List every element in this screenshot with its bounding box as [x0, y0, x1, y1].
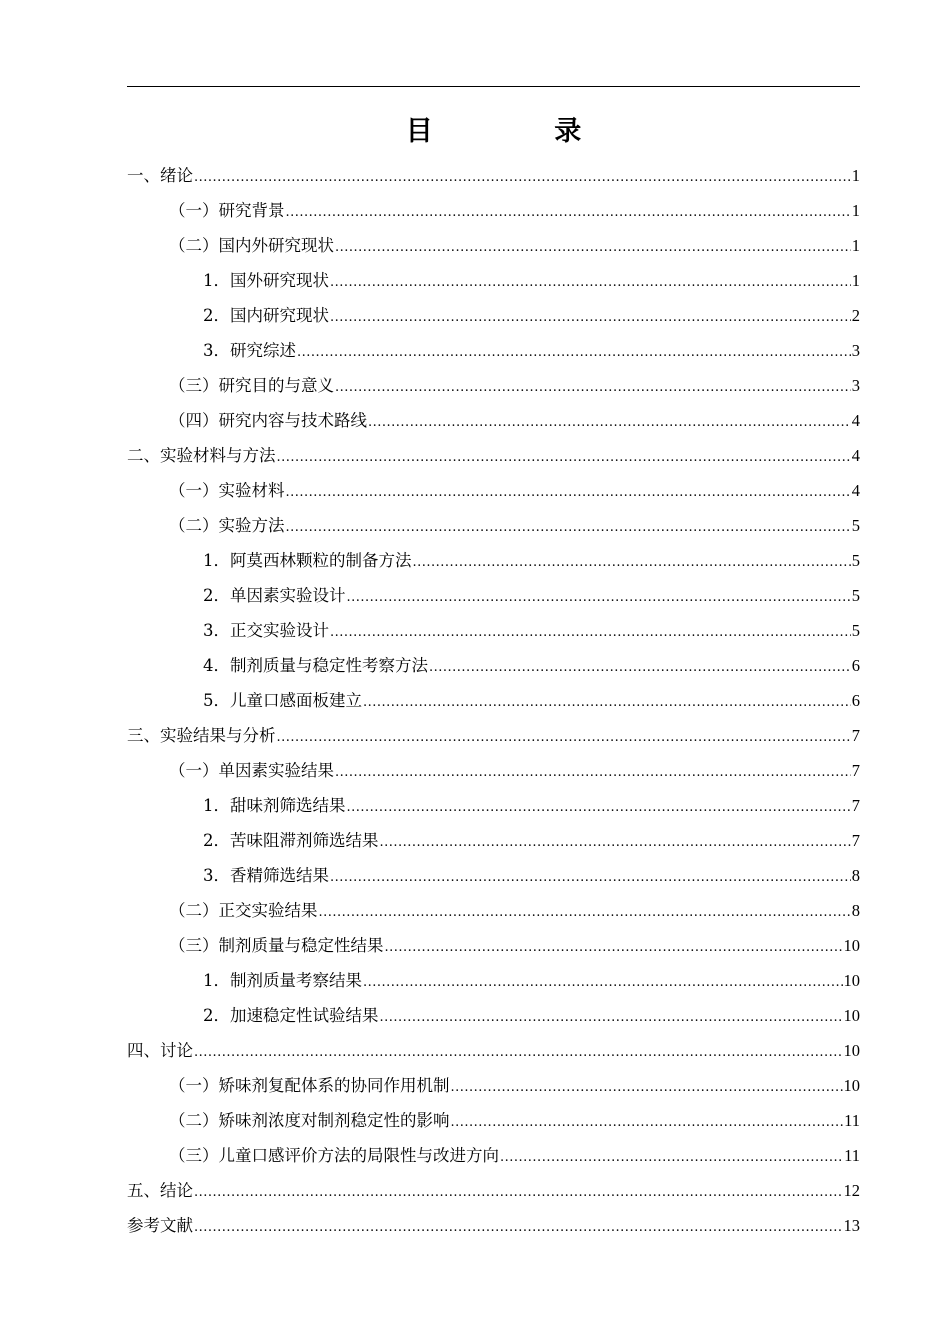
- toc-dot-leader: [451, 1070, 843, 1105]
- toc-page-number: 5: [851, 621, 860, 640]
- toc-entry-label: （二）正交实验结果: [169, 901, 318, 920]
- toc-page-number: 5: [851, 551, 860, 570]
- toc-entry[interactable]: [127, 333, 860, 368]
- toc-entry[interactable]: [127, 1068, 860, 1103]
- toc-entry[interactable]: [127, 683, 860, 718]
- toc-entry-label: 4．制剂质量与稳定性考察方法: [203, 656, 428, 675]
- toc-dot-leader: [385, 930, 843, 965]
- toc-entry-label: 参考文献: [127, 1216, 193, 1235]
- toc-entry-label: 1．甜味剂筛选结果: [203, 796, 346, 815]
- toc-dot-leader: [286, 475, 851, 510]
- toc-page-number: 3: [851, 341, 860, 360]
- toc-page-number: 3: [851, 376, 860, 395]
- toc-entry-label: 3．研究综述: [203, 341, 296, 360]
- toc-dot-leader: [194, 1210, 843, 1245]
- toc-dot-leader: [330, 300, 851, 335]
- toc-dot-leader: [335, 370, 851, 405]
- toc-entry-label: 2．单因素实验设计: [203, 586, 346, 605]
- toc-entry-label: （一）研究背景: [169, 201, 285, 220]
- toc-page-number: 10: [843, 1006, 860, 1025]
- toc-entry[interactable]: [127, 823, 860, 858]
- toc-entry[interactable]: [127, 368, 860, 403]
- toc-entry-label: （二）矫味剂浓度对制剂稳定性的影响: [169, 1111, 450, 1130]
- toc-dot-leader: [330, 615, 851, 650]
- toc-entry[interactable]: [127, 403, 860, 438]
- header-rule: [127, 86, 860, 87]
- toc-page-number: 6: [851, 691, 860, 710]
- toc-entry-label: （一）实验材料: [169, 481, 285, 500]
- toc-page-number: 10: [843, 1076, 860, 1095]
- toc-entry-label: （三）儿童口感评价方法的局限性与改进方向: [169, 1146, 499, 1165]
- toc-entry-label: 一、绪论: [127, 166, 193, 185]
- toc-dot-leader: [319, 895, 851, 930]
- toc-page-number: 4: [851, 446, 860, 465]
- toc-entry-label: （二）实验方法: [169, 516, 285, 535]
- toc-page-number: 7: [851, 761, 860, 780]
- toc-entry[interactable]: [127, 1033, 860, 1068]
- toc-entry-label: （三）制剂质量与稳定性结果: [169, 936, 384, 955]
- toc-page-number: 6: [851, 656, 860, 675]
- toc-entry-label: 2．国内研究现状: [203, 306, 329, 325]
- toc-page-number: 1: [851, 271, 860, 290]
- toc-dot-leader: [277, 720, 851, 755]
- toc-entry[interactable]: [127, 1208, 860, 1243]
- toc-entry[interactable]: [127, 928, 860, 963]
- toc-dot-leader: [380, 825, 851, 860]
- toc-entry-label: 1．阿莫西林颗粒的制备方法: [203, 551, 412, 570]
- toc-entry-label: 2．苦味阻滞剂筛选结果: [203, 831, 379, 850]
- toc-page-number: 10: [843, 971, 860, 990]
- toc-dot-leader: [363, 965, 843, 1000]
- toc-dot-leader: [286, 510, 851, 545]
- toc-page-number: 5: [851, 586, 860, 605]
- toc-entry[interactable]: [127, 158, 860, 193]
- toc-entry[interactable]: [127, 1138, 860, 1173]
- toc-entry-label: 五、结论: [127, 1181, 193, 1200]
- toc-dot-leader: [194, 1035, 843, 1070]
- toc-page-number: 11: [844, 1146, 860, 1165]
- toc-dot-leader: [429, 650, 851, 685]
- toc-entry[interactable]: [127, 753, 860, 788]
- toc-dot-leader: [380, 1000, 843, 1035]
- toc-title: 目 录: [405, 116, 638, 147]
- toc-dot-leader: [368, 405, 851, 440]
- toc-page-number: 8: [851, 901, 860, 920]
- toc-page-number: 7: [851, 831, 860, 850]
- toc-entry[interactable]: [127, 473, 860, 508]
- toc-page-number: 1: [851, 166, 860, 185]
- toc-page-number: 10: [843, 936, 860, 955]
- toc-entry-label: 3．香精筛选结果: [203, 866, 329, 885]
- toc-page-number: 7: [851, 726, 860, 745]
- toc-entry-label: （二）国内外研究现状: [169, 236, 334, 255]
- toc-dot-leader: [363, 685, 851, 720]
- toc-dot-leader: [500, 1140, 843, 1175]
- toc-dot-leader: [347, 580, 851, 615]
- toc-entry[interactable]: [127, 1103, 860, 1138]
- toc-entry-label: 2．加速稳定性试验结果: [203, 1006, 379, 1025]
- toc-dot-leader: [451, 1105, 844, 1140]
- toc-entry-label: （三）研究目的与意义: [169, 376, 334, 395]
- toc-entry[interactable]: [127, 963, 860, 998]
- toc-entry[interactable]: [127, 998, 860, 1033]
- toc-page-number: 7: [851, 796, 860, 815]
- toc-dot-leader: [194, 1175, 843, 1210]
- toc-entry-label: 四、讨论: [127, 1041, 193, 1060]
- toc-dot-leader: [330, 265, 851, 300]
- toc-entry[interactable]: [127, 648, 860, 683]
- toc-page-number: 10: [843, 1041, 860, 1060]
- toc-entry[interactable]: [127, 613, 860, 648]
- toc-dot-leader: [347, 790, 851, 825]
- toc-page-number: 11: [844, 1111, 860, 1130]
- toc-page-number: 13: [843, 1216, 860, 1235]
- toc-list: [127, 158, 860, 1243]
- toc-entry[interactable]: [127, 1173, 860, 1208]
- toc-page-number: 8: [851, 866, 860, 885]
- toc-entry[interactable]: [127, 718, 860, 753]
- toc-entry-label: （一）单因素实验结果: [169, 761, 334, 780]
- toc-page-number: 12: [843, 1181, 860, 1200]
- toc-entry[interactable]: [127, 263, 860, 298]
- toc-entry-label: （四）研究内容与技术路线: [169, 411, 367, 430]
- toc-entry[interactable]: [127, 578, 860, 613]
- toc-page-number: 2: [851, 306, 860, 325]
- toc-entry-label: 5．儿童口感面板建立: [203, 691, 362, 710]
- toc-entry-label: 二、实验材料与方法: [127, 446, 276, 465]
- toc-entry[interactable]: [127, 508, 860, 543]
- toc-entry[interactable]: [127, 438, 860, 473]
- toc-dot-leader: [330, 860, 851, 895]
- toc-entry-label: 3．正交实验设计: [203, 621, 329, 640]
- toc-entry-label: 1．制剂质量考察结果: [203, 971, 362, 990]
- toc-entry-label: 三、实验结果与分析: [127, 726, 276, 745]
- toc-entry[interactable]: [127, 228, 860, 263]
- toc-entry[interactable]: [127, 893, 860, 928]
- toc-dot-leader: [297, 335, 851, 370]
- toc-dot-leader: [194, 160, 851, 195]
- toc-page-number: 4: [851, 481, 860, 500]
- toc-entry[interactable]: [127, 543, 860, 578]
- toc-entry[interactable]: [127, 193, 860, 228]
- toc-dot-leader: [335, 755, 851, 790]
- toc-entry[interactable]: [127, 858, 860, 893]
- toc-entry-label: 1．国外研究现状: [203, 271, 329, 290]
- toc-page-number: 4: [851, 411, 860, 430]
- toc-dot-leader: [335, 230, 851, 265]
- toc-page-number: 1: [851, 201, 860, 220]
- toc-dot-leader: [413, 545, 851, 580]
- toc-entry[interactable]: [127, 298, 860, 333]
- toc-entry-label: （一）矫味剂复配体系的协同作用机制: [169, 1076, 450, 1095]
- toc-page-number: 1: [851, 236, 860, 255]
- toc-entry[interactable]: [127, 788, 860, 823]
- toc-page-number: 5: [851, 516, 860, 535]
- toc-dot-leader: [277, 440, 851, 475]
- toc-dot-leader: [286, 195, 851, 230]
